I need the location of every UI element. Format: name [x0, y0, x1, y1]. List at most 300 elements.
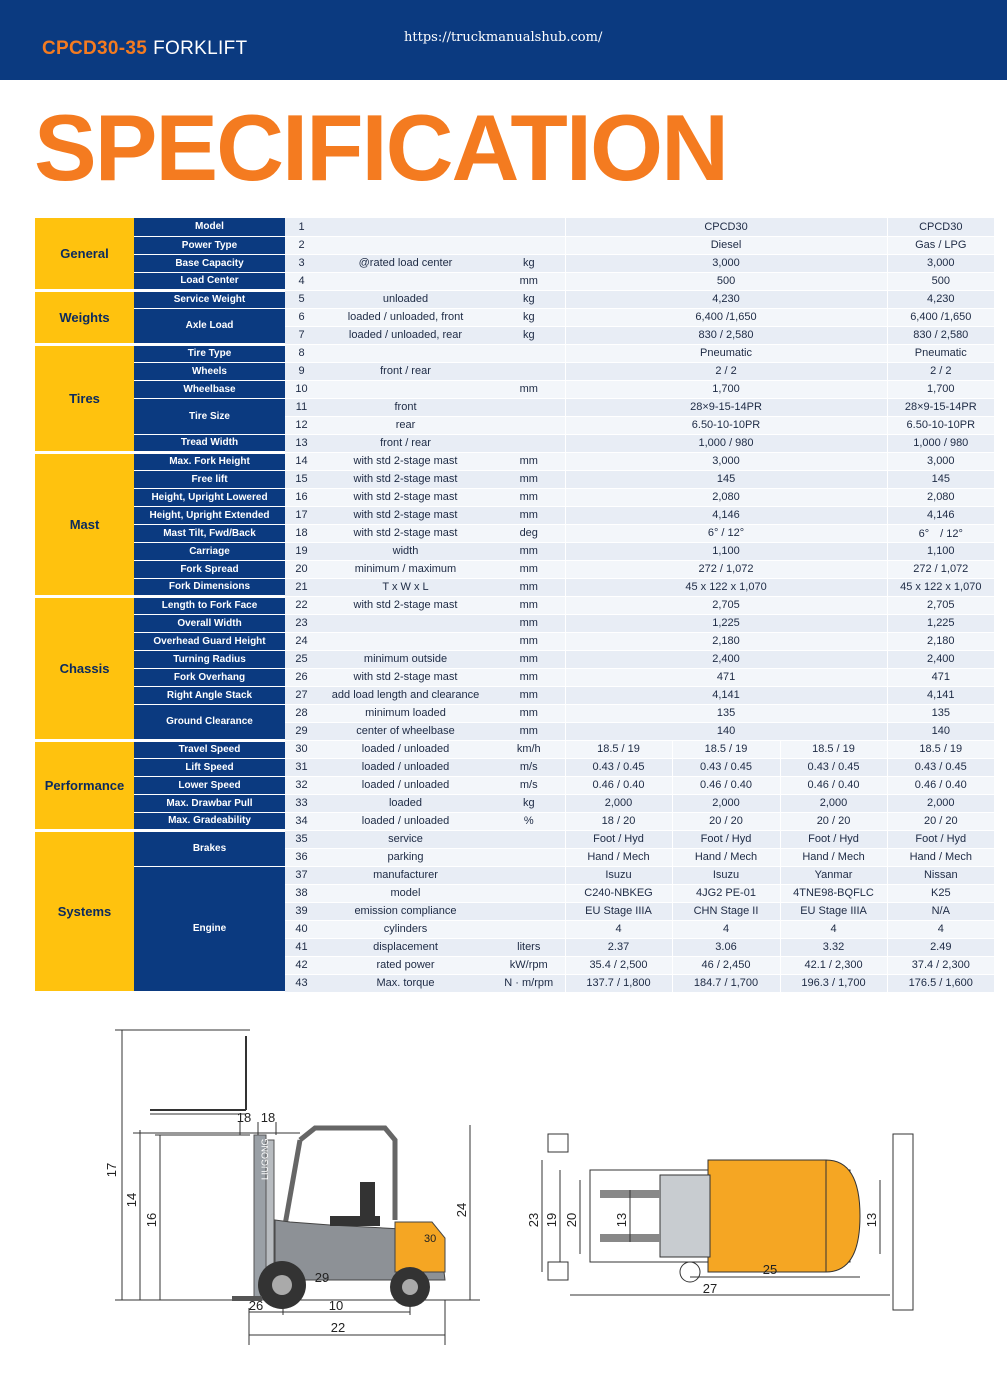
item-label: Right Angle Stack: [134, 686, 285, 704]
cell-num: 2: [285, 236, 318, 254]
cell-num: 31: [285, 758, 318, 776]
cell-value: 272 / 1,072: [887, 560, 994, 578]
cell-num: 40: [285, 920, 318, 938]
top-dimension-label: 13: [614, 1212, 629, 1228]
cell-unit: m/s: [493, 776, 565, 794]
cell-unit: mm: [493, 488, 565, 506]
cell-cond: loaded / unloaded, rear: [318, 326, 493, 344]
table-row: [35, 452, 994, 470]
cell-value: 2,400: [887, 650, 994, 668]
cell-value: Foot / Hyd: [565, 830, 672, 848]
cell-value: 2,180: [887, 632, 994, 650]
cell-unit: [493, 920, 565, 938]
cell-unit: mm: [493, 632, 565, 650]
item-label: Mast Tilt, Fwd/Back: [134, 524, 285, 542]
category-tires: Tires: [35, 344, 134, 452]
cell-value: 4,141: [565, 686, 887, 704]
table-row: [35, 650, 994, 668]
item-label: Brakes: [134, 830, 285, 866]
cell-value: Yanmar: [780, 866, 887, 884]
cell-value: Nissan: [887, 866, 994, 884]
cell-value: 6,400 /1,650: [565, 308, 887, 326]
cell-value: 2,000: [780, 794, 887, 812]
cell-cond: minimum loaded: [318, 704, 493, 722]
cell-unit: [493, 398, 565, 416]
table-row: [35, 830, 994, 848]
cell-cond: front / rear: [318, 434, 493, 452]
cell-value: Foot / Hyd: [780, 830, 887, 848]
cell-value: Hand / Mech: [780, 848, 887, 866]
cell-unit: mm: [493, 596, 565, 614]
cell-num: 4: [285, 272, 318, 290]
cell-cond: rear: [318, 416, 493, 434]
cell-unit: m/s: [493, 758, 565, 776]
cell-value: Foot / Hyd: [672, 830, 780, 848]
cell-unit: [493, 344, 565, 362]
item-label: Fork Dimensions: [134, 578, 285, 596]
cell-cond: [318, 344, 493, 362]
top-dimension-label: 20: [564, 1212, 579, 1228]
item-label: Lower Speed: [134, 776, 285, 794]
table-row: [35, 434, 994, 452]
cell-value: 42.1 / 2,300: [780, 956, 887, 974]
cell-value: 45 x 122 x 1,070: [565, 578, 887, 596]
cell-unit: mm: [493, 470, 565, 488]
table-row: [35, 488, 994, 506]
item-label: Overall Width: [134, 614, 285, 632]
table-row: [35, 578, 994, 596]
cell-num: 9: [285, 362, 318, 380]
cell-num: 7: [285, 326, 318, 344]
cell-num: 1: [285, 218, 318, 236]
side-dimension-label: 14: [124, 1192, 139, 1208]
cell-value: 3,000: [565, 254, 887, 272]
cell-cond: loaded / unloaded: [318, 812, 493, 830]
cell-value: Diesel: [565, 236, 887, 254]
cell-num: 15: [285, 470, 318, 488]
cell-num: 13: [285, 434, 318, 452]
item-label: Tread Width: [134, 434, 285, 452]
side-view-drawing: [115, 1030, 480, 1345]
cell-value: 18.5 / 19: [780, 740, 887, 758]
table-row: [35, 524, 994, 542]
top-view-drawing: [542, 1134, 913, 1310]
cell-value: 0.43 / 0.45: [565, 758, 672, 776]
cell-value: CPCD30: [565, 218, 887, 236]
cell-value: 20 / 20: [887, 812, 994, 830]
item-label: Max. Fork Height: [134, 452, 285, 470]
table-row: [35, 506, 994, 524]
cell-unit: mm: [493, 452, 565, 470]
cell-unit: mm: [493, 704, 565, 722]
cell-value: 140: [565, 722, 887, 740]
source-url: https://truckmanualshub.com/: [404, 30, 603, 45]
side-dimension-label: 26: [248, 1298, 264, 1313]
table-row: [35, 218, 994, 236]
table-row: [35, 686, 994, 704]
item-label: Height, Upright Extended: [134, 506, 285, 524]
cell-num: 28: [285, 704, 318, 722]
cell-cond: width: [318, 542, 493, 560]
cell-cond: with std 2-stage mast: [318, 668, 493, 686]
cell-unit: [493, 236, 565, 254]
cell-num: 12: [285, 416, 318, 434]
cell-value: 0.43 / 0.45: [780, 758, 887, 776]
item-label: Fork Overhang: [134, 668, 285, 686]
item-label: Wheelbase: [134, 380, 285, 398]
cell-value: 145: [565, 470, 887, 488]
cell-unit: kW/rpm: [493, 956, 565, 974]
cell-num: 33: [285, 794, 318, 812]
table-row: [35, 812, 994, 830]
cell-num: 8: [285, 344, 318, 362]
cell-value: 4: [887, 920, 994, 938]
cell-unit: [493, 884, 565, 902]
cell-cond: rated power: [318, 956, 493, 974]
item-label: Ground Clearance: [134, 704, 285, 740]
side-dimension-label: 22: [330, 1320, 346, 1335]
cell-num: 21: [285, 578, 318, 596]
item-label: Max. Drawbar Pull: [134, 794, 285, 812]
cell-value: CPCD30: [887, 218, 994, 236]
cell-num: 17: [285, 506, 318, 524]
cell-num: 20: [285, 560, 318, 578]
cell-value: 4JG2 PE-01: [672, 884, 780, 902]
cell-unit: mm: [493, 380, 565, 398]
cell-value: 2,000: [672, 794, 780, 812]
item-label: Tire Size: [134, 398, 285, 434]
cell-value: 2,705: [565, 596, 887, 614]
cell-unit: N · m/rpm: [493, 974, 565, 992]
cell-value: 2,705: [887, 596, 994, 614]
cell-num: 30: [285, 740, 318, 758]
side-dimension-label: 29: [314, 1270, 330, 1285]
cell-num: 6: [285, 308, 318, 326]
table-row: [35, 254, 994, 272]
cell-cond: add load length and clearance: [318, 686, 493, 704]
cell-value: 4,146: [887, 506, 994, 524]
cell-num: 22: [285, 596, 318, 614]
cell-value: 20 / 20: [780, 812, 887, 830]
cell-num: 43: [285, 974, 318, 992]
cell-value: 1,000 / 980: [565, 434, 887, 452]
cell-value: 176.5 / 1,600: [887, 974, 994, 992]
cell-unit: mm: [493, 272, 565, 290]
cell-value: 18.5 / 19: [887, 740, 994, 758]
cell-value: 3.32: [780, 938, 887, 956]
cell-unit: [493, 830, 565, 848]
cell-value: 830 / 2,580: [565, 326, 887, 344]
cell-value: Foot / Hyd: [887, 830, 994, 848]
cell-unit: [493, 218, 565, 236]
top-dimension-label: 13: [864, 1212, 879, 1228]
cell-num: 36: [285, 848, 318, 866]
cell-cond: with std 2-stage mast: [318, 524, 493, 542]
cell-value: Isuzu: [672, 866, 780, 884]
cell-unit: mm: [493, 506, 565, 524]
cell-value: 2,080: [565, 488, 887, 506]
cell-value: 500: [887, 272, 994, 290]
cell-value: 28×9-15-14PR: [887, 398, 994, 416]
cell-value: 3,000: [565, 452, 887, 470]
table-row: [35, 794, 994, 812]
cell-value: 6.50-10-10PR: [887, 416, 994, 434]
cell-unit: mm: [493, 578, 565, 596]
cell-unit: mm: [493, 560, 565, 578]
table-row: [35, 614, 994, 632]
cell-cond: [318, 614, 493, 632]
table-row: [35, 290, 994, 308]
table-row: [35, 398, 994, 416]
cell-num: 42: [285, 956, 318, 974]
cell-cond: with std 2-stage mast: [318, 470, 493, 488]
item-label: Base Capacity: [134, 254, 285, 272]
cell-value: Isuzu: [565, 866, 672, 884]
cell-cond: loaded / unloaded: [318, 758, 493, 776]
table-row: [35, 758, 994, 776]
cell-value: 471: [565, 668, 887, 686]
cell-value: 2.49: [887, 938, 994, 956]
cell-value: Hand / Mech: [565, 848, 672, 866]
side-dimension-label: 24: [454, 1202, 469, 1218]
cell-num: 25: [285, 650, 318, 668]
cell-cond: [318, 380, 493, 398]
page-title: SPECIFICATION: [34, 95, 727, 200]
cell-unit: %: [493, 812, 565, 830]
cell-cond: with std 2-stage mast: [318, 488, 493, 506]
cell-num: 5: [285, 290, 318, 308]
table-row: [35, 344, 994, 362]
cell-value: 2,000: [887, 794, 994, 812]
item-label: Turning Radius: [134, 650, 285, 668]
cell-value: 272 / 1,072: [565, 560, 887, 578]
cell-unit: [493, 902, 565, 920]
cell-value: 6,400 /1,650: [887, 308, 994, 326]
cell-value: 4: [672, 920, 780, 938]
category-performance: Performance: [35, 740, 134, 830]
cell-cond: cylinders: [318, 920, 493, 938]
cell-unit: mm: [493, 722, 565, 740]
cell-cond: minimum outside: [318, 650, 493, 668]
cell-cond: loaded / unloaded, front: [318, 308, 493, 326]
item-label: Max. Gradeability: [134, 812, 285, 830]
cell-value: 4,146: [565, 506, 887, 524]
category-systems: Systems: [35, 830, 134, 992]
item-label: Carriage: [134, 542, 285, 560]
item-label: Lift Speed: [134, 758, 285, 776]
cell-cond: with std 2-stage mast: [318, 506, 493, 524]
cell-cond: loaded: [318, 794, 493, 812]
cell-cond: @rated load center: [318, 254, 493, 272]
side-dimension-label: 18: [236, 1110, 252, 1125]
cell-num: 23: [285, 614, 318, 632]
item-label: Length to Fork Face: [134, 596, 285, 614]
cell-value: 196.3 / 1,700: [780, 974, 887, 992]
cell-value: 1,700: [887, 380, 994, 398]
cell-value: 2 / 2: [887, 362, 994, 380]
cell-num: 35: [285, 830, 318, 848]
table-row: [35, 866, 994, 884]
cell-cond: T x W x L: [318, 578, 493, 596]
item-label: Load Center: [134, 272, 285, 290]
cell-unit: mm: [493, 542, 565, 560]
cell-unit: deg: [493, 524, 565, 542]
cell-cond: Max. torque: [318, 974, 493, 992]
cell-num: 29: [285, 722, 318, 740]
cell-cond: center of wheelbase: [318, 722, 493, 740]
cell-value: 4,230: [887, 290, 994, 308]
cell-cond: with std 2-stage mast: [318, 452, 493, 470]
cell-value: 0.46 / 0.40: [887, 776, 994, 794]
item-label: Engine: [134, 866, 285, 992]
cell-cond: emission compliance: [318, 902, 493, 920]
cell-num: 3: [285, 254, 318, 272]
cell-value: 28×9-15-14PR: [565, 398, 887, 416]
table-row: [35, 668, 994, 686]
item-label: Service Weight: [134, 290, 285, 308]
cell-cond: front: [318, 398, 493, 416]
cell-cond: loaded / unloaded: [318, 776, 493, 794]
cell-value: 2,400: [565, 650, 887, 668]
cell-value: 1,700: [565, 380, 887, 398]
side-dimension-label: 17: [104, 1162, 119, 1178]
cell-unit: km/h: [493, 740, 565, 758]
cell-value: 2,000: [565, 794, 672, 812]
cell-num: 14: [285, 452, 318, 470]
cell-value: 3,000: [887, 254, 994, 272]
cell-value: EU Stage IIIA: [780, 902, 887, 920]
table-row: [35, 470, 994, 488]
cell-value: K25: [887, 884, 994, 902]
cell-cond: [318, 272, 493, 290]
cell-num: 16: [285, 488, 318, 506]
model-type: FORKLIFT: [153, 38, 248, 59]
cell-value: 4,230: [565, 290, 887, 308]
cell-num: 34: [285, 812, 318, 830]
cell-unit: [493, 434, 565, 452]
cell-unit: [493, 848, 565, 866]
cell-value: N/A: [887, 902, 994, 920]
cell-value: 135: [565, 704, 887, 722]
side-dimension-label: 10: [328, 1298, 344, 1313]
item-label: Power Type: [134, 236, 285, 254]
table-row: [35, 560, 994, 578]
cell-cond: minimum / maximum: [318, 560, 493, 578]
cell-unit: kg: [493, 308, 565, 326]
item-label: Height, Upright Lowered: [134, 488, 285, 506]
cell-cond: [318, 236, 493, 254]
cell-value: 2,080: [887, 488, 994, 506]
cell-unit: mm: [493, 650, 565, 668]
cell-cond: model: [318, 884, 493, 902]
cell-value: 45 x 122 x 1,070: [887, 578, 994, 596]
item-label: Travel Speed: [134, 740, 285, 758]
table-row: [35, 380, 994, 398]
brand-logo-text: LIUGONG: [260, 1138, 270, 1180]
cell-value: 2,180: [565, 632, 887, 650]
cell-value: 830 / 2,580: [887, 326, 994, 344]
cell-value: C240-NBKEG: [565, 884, 672, 902]
spec-table: [35, 218, 994, 994]
cell-cond: parking: [318, 848, 493, 866]
cell-num: 18: [285, 524, 318, 542]
cell-num: 32: [285, 776, 318, 794]
cell-value: 20 / 20: [672, 812, 780, 830]
cell-unit: mm: [493, 668, 565, 686]
cell-unit: kg: [493, 290, 565, 308]
cell-value: 2 / 2: [565, 362, 887, 380]
model-code: CPCD30-35: [42, 38, 148, 59]
cell-value: 2.37: [565, 938, 672, 956]
cell-value: 145: [887, 470, 994, 488]
cell-value: 46 / 2,450: [672, 956, 780, 974]
cell-value: 1,225: [887, 614, 994, 632]
cell-cond: loaded / unloaded: [318, 740, 493, 758]
side-dimension-label: 18: [260, 1110, 276, 1125]
category-general: General: [35, 218, 134, 290]
cell-value: 184.7 / 1,700: [672, 974, 780, 992]
cell-value: Pneumatic: [565, 344, 887, 362]
item-label: Fork Spread: [134, 560, 285, 578]
category-chassis: Chassis: [35, 596, 134, 740]
cell-num: 41: [285, 938, 318, 956]
cell-cond: with std 2-stage mast: [318, 596, 493, 614]
cell-value: EU Stage IIIA: [565, 902, 672, 920]
item-label: Overhead Guard Height: [134, 632, 285, 650]
cell-value: 6° / 12°: [565, 524, 887, 542]
cell-value: 3.06: [672, 938, 780, 956]
item-label: Free lift: [134, 470, 285, 488]
cell-value: 500: [565, 272, 887, 290]
cell-unit: liters: [493, 938, 565, 956]
cell-cond: unloaded: [318, 290, 493, 308]
cell-value: 37.4 / 2,300: [887, 956, 994, 974]
cell-unit: [493, 362, 565, 380]
cell-value: 1,000 / 980: [887, 434, 994, 452]
top-dimension-label: 27: [702, 1281, 718, 1296]
cell-value: 35.4 / 2,500: [565, 956, 672, 974]
cell-num: 11: [285, 398, 318, 416]
cell-value: CHN Stage II: [672, 902, 780, 920]
cell-value: 4: [780, 920, 887, 938]
cell-value: 3,000: [887, 452, 994, 470]
item-label: Wheels: [134, 362, 285, 380]
category-weights: Weights: [35, 290, 134, 344]
cell-value: Hand / Mech: [672, 848, 780, 866]
cell-value: 6° / 12°: [887, 524, 994, 542]
cell-unit: kg: [493, 326, 565, 344]
cell-num: 39: [285, 902, 318, 920]
cell-value: Gas / LPG: [887, 236, 994, 254]
table-row: [35, 542, 994, 560]
cell-cond: manufacturer: [318, 866, 493, 884]
item-label: Model: [134, 218, 285, 236]
cell-value: 0.46 / 0.40: [780, 776, 887, 794]
table-row: [35, 740, 994, 758]
cell-cond: service: [318, 830, 493, 848]
cell-cond: [318, 632, 493, 650]
cell-value: 4,141: [887, 686, 994, 704]
cell-num: 37: [285, 866, 318, 884]
cell-value: 18 / 20: [565, 812, 672, 830]
top-dimension-label: 19: [544, 1212, 559, 1228]
cell-num: 24: [285, 632, 318, 650]
cell-value: 4TNE98-BQFLC: [780, 884, 887, 902]
cell-num: 26: [285, 668, 318, 686]
cell-value: Hand / Mech: [887, 848, 994, 866]
capacity-badge: 30: [424, 1233, 437, 1245]
table-row: [35, 776, 994, 794]
